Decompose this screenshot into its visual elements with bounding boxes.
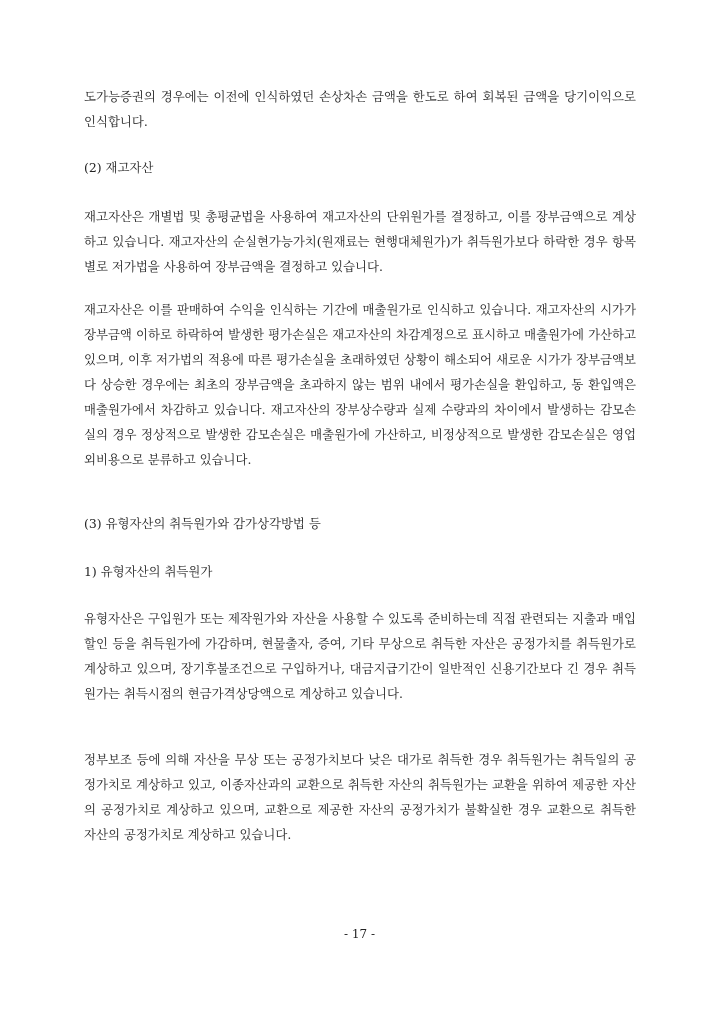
paragraph-tangible-acquisition: 유형자산은 구입원가 또는 제작원가와 자산을 사용할 수 있도록 준비하는데 직접 관련되는 지출과 매입할인 등을 취득원가에 가감하며, 현물출자, 증여, 기타 무상으로 취득한 자산은 공정가치를 취득원가로 계상하고 있으며, 장기후불조건으로 구입하거나, 대금지급기간이 일반적인 신용기간보다 긴 경우 취득원가는 취득시점의 현금가격상당액으로 계상하고 있습니다. (84, 611, 636, 701)
paragraph-inventory-cost-of-sales: 재고자산은 이를 판매하여 수익을 인식하는 기간에 매출원가로 인식하고 있습니다. 재고자산의 시가가 장부금액 이하로 하락하여 발생한 평가손실은 재고자산의 차감계정으로 표시하고 매출원가에 가산하고 있으며, 이후 저가법의 적용에 따른 평가손실을 초래하였던 상황이 해소되어 새로운 시가가 장부금액보다 상승한 경우에는 최초의 장부금액을 초과하지 않는 범위 내에서 평가손실을 환입하고, 동 환입액은 매출원가에서 차감하고 있습니다. 재고자산의 장부상수량과 실제 수량과의 차이에서 발생하는 감모손실의 경우 정상적으로 발생한 감모손실은 매출원가에 가산하고, 비정상적으로 발생한 감모손실은 영업외비용으로 분류하고 있습니다. (84, 302, 636, 467)
paragraph-impairment-reversal: 도가능증권의 경우에는 이전에 인식하였던 손상차손 금액을 한도로 하여 회복된 금액을 당기이익으로 인식합니다. (84, 89, 636, 129)
page-number: - 17 - (343, 927, 375, 941)
heading-tangible-acquisition-cost: 1) 유형자산의 취득원가 (84, 564, 213, 579)
paragraph-government-grant: 정부보조 등에 의해 자산을 무상 또는 공정가치보다 낮은 대가로 취득한 경우 취득원가는 취득일의 공정가치로 계상하고 있고, 이종자산과의 교환으로 취득한 자산의 취득원가는 교환을 위하여 제공한 자산의 공정가치로 계상하고 있으며, 교환으로 제공한 자산의 공정가치가 불확실한 경우 교환으로 취득한 자산의 공정가치로 계상하고 있습니다. (84, 752, 636, 842)
paragraph-inventory-valuation: 재고자산은 개별법 및 총평균법을 사용하여 재고자산의 단위원가를 결정하고, 이를 장부금액으로 계상하고 있습니다. 재고자산의 순실현가능가치(원재료는 현행대체원가)가 취득원가보다 하락한 경우 항목별로 저가법을 사용하여 장부금액을 결정하고 있습니다. (84, 209, 636, 274)
heading-inventory: (2) 재고자산 (84, 160, 154, 175)
heading-tangible-assets: (3) 유형자산의 취득원가와 감가상각방법 등 (84, 516, 321, 531)
